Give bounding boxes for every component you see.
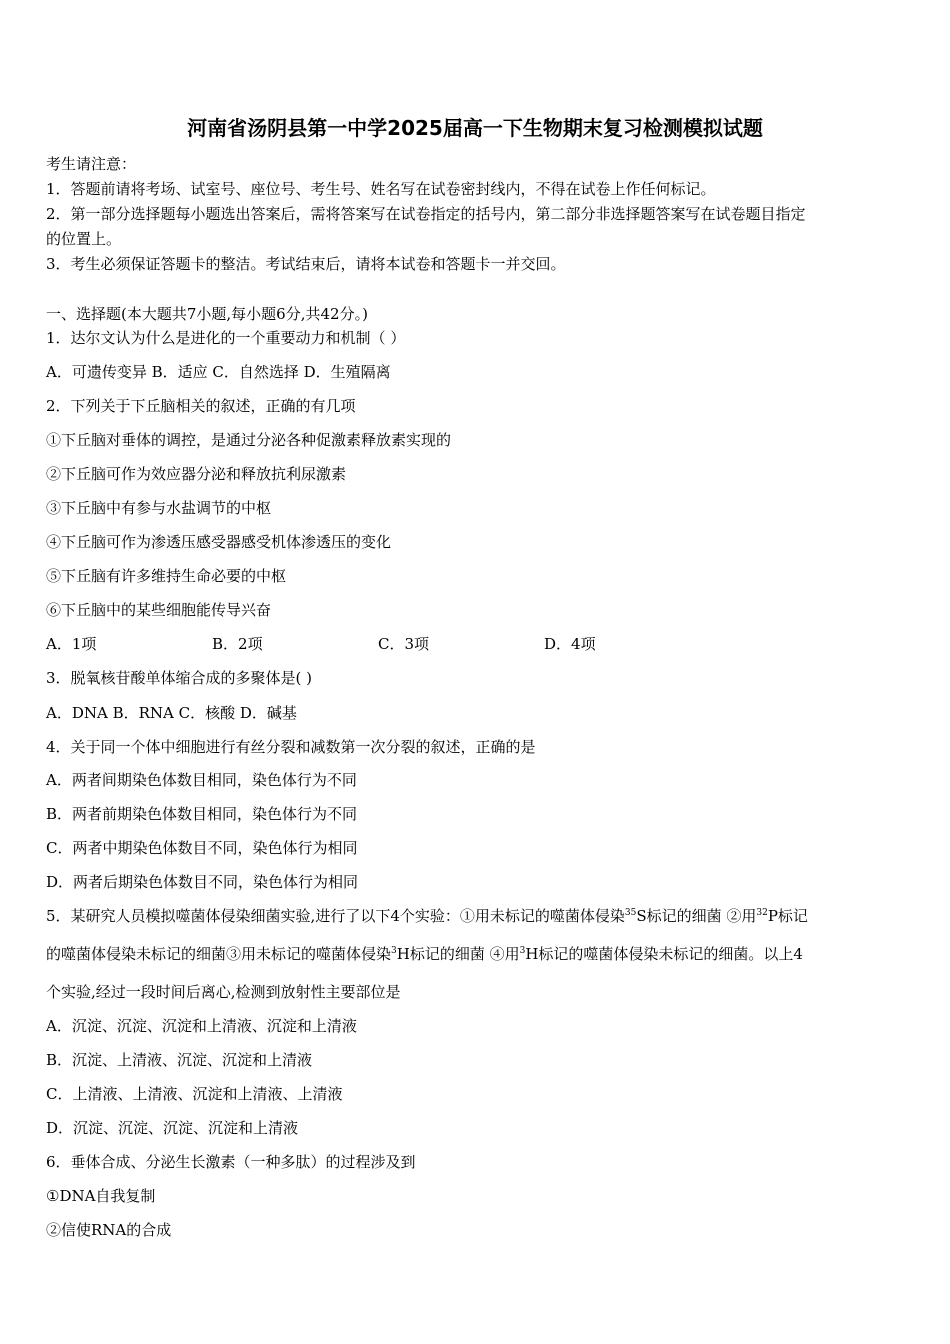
- q2-option-c: C．3项: [378, 635, 430, 653]
- q5-option: B．沉淀、上清液、沉淀、沉淀和上清液: [46, 1051, 313, 1069]
- q3-stem: 3．脱氧核苷酸单体缩合成的多聚体是( ): [46, 669, 313, 687]
- q2-item: ⑤下丘脑有许多维持生命必要的中枢: [46, 567, 287, 585]
- q2-options: [46, 633, 710, 654]
- q2-item: ⑥下丘脑中的某些细胞能传导兴奋: [46, 601, 272, 619]
- q4-stem: 4．关于同一个体中细胞进行有丝分裂和减数第一次分裂的叙述，正确的是: [46, 738, 536, 756]
- q6-item: ①DNA自我复制: [46, 1187, 156, 1205]
- q2-item: ③下丘脑中有参与水盐调节的中枢: [46, 499, 272, 517]
- q5-stem-line-2: 的噬菌体侵染未标记的细菌③用未标记的噬菌体侵染$^3$H标记的细菌 ④用$^3$H标记的噬菌体侵染未标记的细菌。以上4: [46, 945, 803, 963]
- q2-item: ②下丘脑可作为效应器分泌和释放抗利尿激素: [46, 465, 347, 483]
- q4-option: B．两者前期染色体数目相同，染色体行为不同: [46, 805, 358, 823]
- section-heading: 一、选择题(本大题共7小题,每小题6分,共42分。): [46, 305, 368, 323]
- q6-stem: 6．垂体合成、分泌生长激素（一种多肽）的过程涉及到: [46, 1153, 416, 1171]
- q2-option-d: D．4项: [544, 635, 596, 653]
- q3-options: A．DNA B．RNA C．核酸 D．碱基: [46, 704, 297, 722]
- page-title: 河南省汤阴县第一中学2025届高一下生物期末复习检测模拟试题: [187, 116, 763, 140]
- q2-item: ①下丘脑对垂体的调控，是通过分泌各种促激素释放素实现的: [46, 431, 452, 449]
- q2-stem: 2．下列关于下丘脑相关的叙述，正确的有几项: [46, 397, 356, 415]
- q2-option-b: B．2项: [212, 635, 263, 653]
- q5-option: A．沉淀、沉淀、沉淀和上清液、沉淀和上清液: [46, 1017, 357, 1035]
- q1-options: A．可遗传变异 B．适应 C．自然选择 D．生殖隔离: [46, 363, 391, 381]
- notice-item: 3．考生必须保证答题卡的整洁。考试结束后，请将本试卷和答题卡一并交回。: [46, 255, 566, 273]
- notice-heading: 考生请注意：: [46, 155, 137, 173]
- q4-option: A．两者间期染色体数目相同，染色体行为不同: [46, 771, 357, 789]
- notice-item: 的位置上。: [46, 230, 122, 248]
- q4-option: C．两者中期染色体数目不同，染色体行为相同: [46, 839, 358, 857]
- q2-item: ④下丘脑可作为渗透压感受器感受机体渗透压的变化: [46, 533, 392, 551]
- q2-option-a: A．1项: [46, 635, 97, 653]
- q6-item: ②信使RNA的合成: [46, 1221, 172, 1239]
- q5-option: C．上清液、上清液、沉淀和上清液、上清液: [46, 1085, 343, 1103]
- q1-stem: 1．达尔文认为什么是进化的一个重要动力和机制（ ）: [46, 329, 406, 347]
- q4-option: D．两者后期染色体数目不同，染色体行为相同: [46, 873, 359, 891]
- notice-item: 2．第一部分选择题每小题选出答案后，需将答案写在试卷指定的括号内，第二部分非选择题答案写在试卷题目指定: [46, 205, 806, 223]
- q5-option: D．沉淀、沉淀、沉淀、沉淀和上清液: [46, 1119, 299, 1137]
- q5-stem-line-1: 5．某研究人员模拟噬菌体侵染细菌实验,进行了以下4个实验：①用未标记的噬菌体侵染$^{35}$S标记的细菌 ②用$^{32}$P标记: [46, 907, 808, 925]
- q5-stem-line-3: 个实验,经过一段时间后离心,检测到放射性主要部位是: [46, 983, 401, 1001]
- notice-item: 1．答题前请将考场、试室号、座位号、考生号、姓名写在试卷密封线内，不得在试卷上作任何标记。: [46, 180, 716, 198]
